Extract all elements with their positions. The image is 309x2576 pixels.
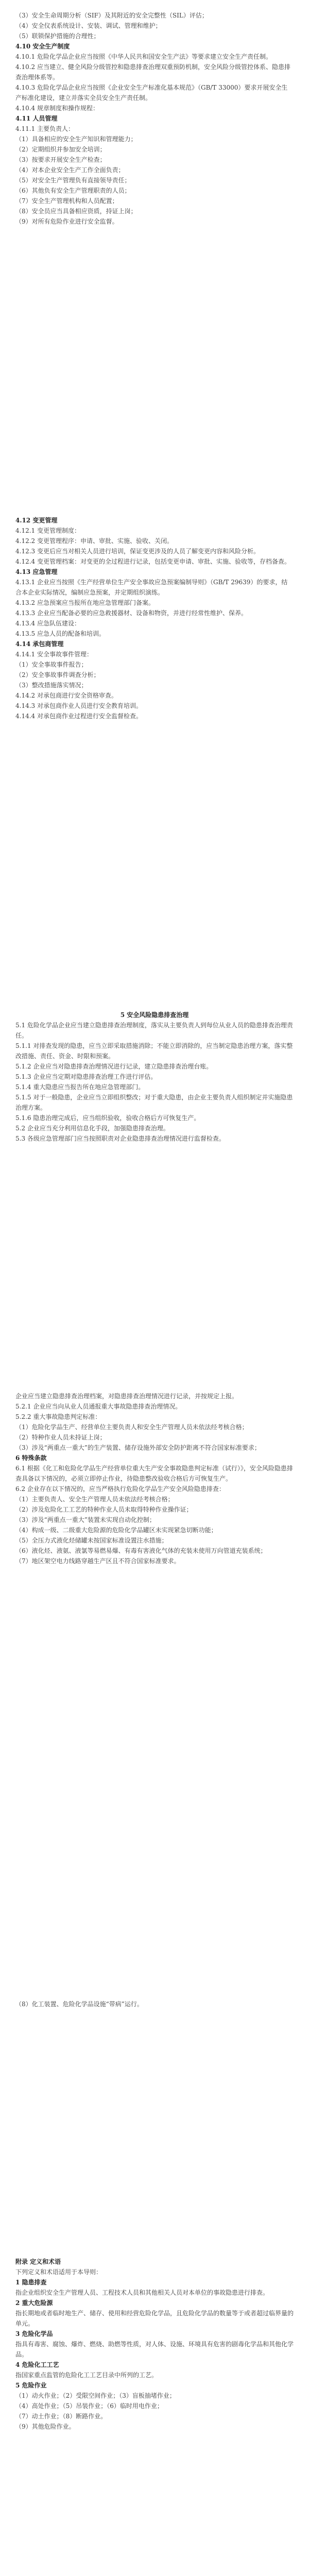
paragraph: （3）按要求开展安全生产检查；: [15, 156, 106, 163]
paragraph: 指具有毒害、腐蚀、爆炸、燃烧、助燃等性质，对人体、设施、环境具有危害的剧毒化学品和其他化学品。: [15, 2341, 294, 2358]
paragraph: （3）安全生命周期分析（SIF）及其附近的安全完整性（SIL）评估；: [15, 12, 208, 19]
paragraph: 4.11.1 主要负责人：: [15, 125, 74, 132]
section-heading: 5 安全风险隐患排查治理: [120, 1011, 189, 1019]
paragraph: （4）安全仪表系统设计、安装、调试、管理和维护；: [15, 22, 162, 29]
paragraph: 企业应当建立隐患排查治理档案，对隐患排查治理情况进行记录，并按规定上报。: [15, 1393, 238, 1400]
paragraph: 4 危险化工工艺: [15, 2361, 59, 2368]
paragraph: （9）其他危险作业。: [15, 2423, 75, 2430]
paragraph: 2 重大危险源: [15, 2299, 53, 2307]
paragraph: 5.1.2 企业应当对隐患排查治理情况进行记录，建立隐患排查治理台账。: [15, 1063, 213, 1070]
glossary-heading: 附录 定义和术语: [15, 2258, 61, 2265]
paragraph: （4）对本企业安全生产工作全面负责；: [15, 166, 125, 174]
paragraph: 5.1.1 对排查发现的隐患，应当立即采取措施消除；不能立即消除的，应当制定隐患治理方案，落实整改措施、责任、资金、时限和预案。: [15, 1042, 293, 1060]
paragraph: （1）动火作业；（2）受限空间作业；（3）盲板抽堵作业；: [15, 2392, 176, 2399]
paragraph: （5）联锁保护措施的合理性；: [15, 32, 100, 40]
paragraph: 4.12.4 变更管理档案：对变更的全过程进行记录，包括变更申请、审批、实施、验收等，存档备查。: [15, 558, 290, 565]
paragraph: （3）涉及“两重点一重大”的生产装置、储存设施外部安全防护距离不符合国家标准要求；: [15, 1444, 261, 1451]
paragraph: （7）地区架空电力线路穿越生产区且不符合国家标准要求。: [15, 1557, 180, 1565]
paragraph: 4.12.2 变更管理程序：申请、审批、实施、验收、关闭。: [15, 537, 173, 545]
paragraph: 6.2 企业存在以下情况的，应当严格执行危险化学品生产安全风险隐患排查：: [15, 1485, 225, 1493]
paragraph: 4.13.4 应急队伍建设：: [15, 620, 80, 627]
paragraph: 6.1 根据《化工和危险化学品生产经营单位重大生产安全事故隐患判定标准（试行）》，安全风险隐患排查具备以下情况的，必须立即停止作业，待隐患整改验收合格后方可恢复生产。: [15, 1465, 293, 1482]
section-block-3: [15, 1010, 294, 1144]
paragraph: 3 危险化学品: [15, 2330, 53, 2337]
paragraph: 指长期地或者临时地生产、储存、使用和经营危险化学品，且危险化学品的数量等于或者超过临界量的单元。: [15, 2310, 294, 2327]
paragraph: （4）高处作业；（5）吊装作业；（6）临时用电作业；: [15, 2402, 163, 2410]
paragraph: （8）安全员应当具备相应资质，持证上岗；: [15, 208, 137, 215]
section-heading: 6 特殊条款: [15, 1454, 47, 1462]
paragraph: 4.14.1 安全事故事件管理：: [15, 651, 93, 658]
glossary-section: [15, 2257, 294, 2432]
paragraph: 5.2 企业应当充分利用信息化手段，加强隐患排查治理。: [15, 1125, 169, 1132]
paragraph: 指企业组织安全生产管理人员、工程技术人员和其他相关人员对本单位的事故隐患进行排查。: [15, 2289, 269, 2296]
paragraph: 指国家重点监管的危险化工工艺目录中所列的工艺。: [15, 2371, 158, 2379]
paragraph: 4.13.1 企业应当按照《生产经营单位生产安全事故应急预案编制导则》（GB/T 29639）的要求，结合本企业实际情况，编制应急预案，并定期组织演练。: [15, 579, 288, 596]
paragraph: 5.2.1 企业应当向从业人员通报重大事故隐患排查治理情况。: [15, 1403, 182, 1410]
paragraph: （7）安全生产管理机构和人员配置；: [15, 197, 118, 205]
paragraph: 4.10.3 危险化学品企业应当按照《企业安全生产标准化基本规范》（GB/T 33000）要求开展安全生产标准化建设，建立并落实全员安全生产责任制。: [15, 84, 288, 101]
paragraph: （1）具备相应的安全生产知识和管理能力；: [15, 135, 137, 143]
paragraph: 1 隐患排查: [15, 2279, 47, 2286]
paragraph: 5 危险作业: [15, 2382, 47, 2389]
paragraph: 4.10.4 规章制度和操作规程：: [15, 105, 99, 112]
paragraph: 4.10 安全生产制度: [15, 43, 70, 50]
paragraph: 4.10.1 危险化学品企业应当按照《中华人民共和国安全生产法》等要求建立安全生产责任制。: [15, 53, 272, 60]
paragraph: 5.1 危险化学品企业应当建立隐患排查治理制度，落实从主要负责人到每位从业人员的隐患排查治理责任。: [15, 1022, 293, 1039]
paragraph: 5.1.3 企业应当定期对隐患排查治理工作进行评估。: [15, 1073, 157, 1080]
paragraph: 4.10.2 应当建立、健全风险分级管控和隐患排查治理双重预防机制，安全风险分级管控体系、隐患排查治理体系等。: [15, 63, 290, 81]
paragraph: （2）特种作业人员未持证上岗；: [15, 1434, 106, 1441]
paragraph: （1）危险化学品生产、经营单位主要负责人和安全生产管理人员未依法经考核合格；: [15, 1423, 248, 1431]
paragraph: 4.13.5 应急人员的配备和培训。: [15, 630, 105, 637]
paragraph: 4.13.3 企业应当配备必要的应急救援器材、设备和物资，并进行经常性维护、保养。: [15, 609, 247, 617]
paragraph: （2）安全事故事件调查分析；: [15, 671, 100, 679]
paragraph: （7）动土作业；（8）断路作业。: [15, 2413, 107, 2420]
paragraph: （4）构成一级、二级重大危险源的危险化学品罐区未实现紧急切断功能；: [15, 1527, 217, 1534]
paragraph: 4.12.1 变更管理制度：: [15, 527, 80, 534]
paragraph: 5.1.4 重大隐患应当报告所在地应急管理部门。: [15, 1083, 145, 1091]
paragraph: （2）定期组织并参加安全培训；: [15, 146, 106, 153]
section-block-5: [15, 1999, 294, 2009]
paragraph: （2）涉及危险化工工艺的特种作业人员未取得特种作业操作证；: [15, 1506, 193, 1513]
paragraph: （8）化工装置、危险化学品设施“带病”运行。: [15, 2001, 143, 2008]
paragraph: 4.12.3 变更后应当对相关人员进行培训，保证变更涉及的人员了解变更内容和风险分析。: [15, 548, 260, 555]
paragraph: （9）对所有危险作业进行安全监督。: [15, 218, 118, 225]
paragraph: 4.14 承包商管理: [15, 640, 64, 648]
section-block-1: [15, 10, 294, 227]
paragraph: （6）其他负有安全生产管理职责的人员；: [15, 187, 131, 194]
paragraph: （5）全压力式液化烃储罐未按国家标准设置注水措施；: [15, 1537, 168, 1544]
paragraph: 4.13 应急管理: [15, 568, 58, 575]
paragraph: （3）涉及“两重点一重大”装置未实现自动化控制；: [15, 1516, 156, 1523]
section-block-2: [15, 515, 294, 721]
paragraph: 4.14.2 对承包商进行安全资格审查。: [15, 692, 117, 699]
paragraph: 4.14.4 对承包商作业过程进行安全监督检查。: [15, 713, 142, 720]
paragraph: 4.13.2 应急预案应当报所在地应急管理部门备案。: [15, 599, 154, 606]
paragraph: （5）对安全生产管理负有直接领导责任；: [15, 177, 131, 184]
paragraph: （6）液化烃、液氨、液氯等易燃易爆、有毒有害液化气体的充装未使用万向管道充装系统；: [15, 1547, 267, 1554]
paragraph: 4.12 变更管理: [15, 517, 58, 524]
paragraph: （3）整改措施落实情况；: [15, 682, 88, 689]
paragraph: （1）安全事故事件报告；: [15, 661, 88, 668]
paragraph: 4.14.3 对承包商作业人员进行安全教育培训。: [15, 702, 142, 709]
paragraph: 下列定义和术语适用于本导则：: [15, 2268, 102, 2276]
paragraph: 5.1.5 对于一般隐患，企业应当立即组织整改；对于重大隐患，由企业主要负责人组织制定并实施隐患治理方案。: [15, 1094, 293, 1111]
paragraph: （1）主要负责人、安全生产管理人员未依法经考核合格；: [15, 1496, 174, 1503]
paragraph: 4.11 人员管理: [15, 115, 58, 122]
section-block-4: [15, 1391, 294, 1566]
paragraph: 5.3 各级应急管理部门应当按照职责对企业隐患排查治理情况进行监督检查。: [15, 1135, 225, 1142]
paragraph: 5.1.6 隐患治理完成后，应当组织验收，验收合格后方可恢复生产。: [15, 1114, 200, 1122]
paragraph: 5.2.2 重大事故隐患判定标准：: [15, 1413, 101, 1420]
